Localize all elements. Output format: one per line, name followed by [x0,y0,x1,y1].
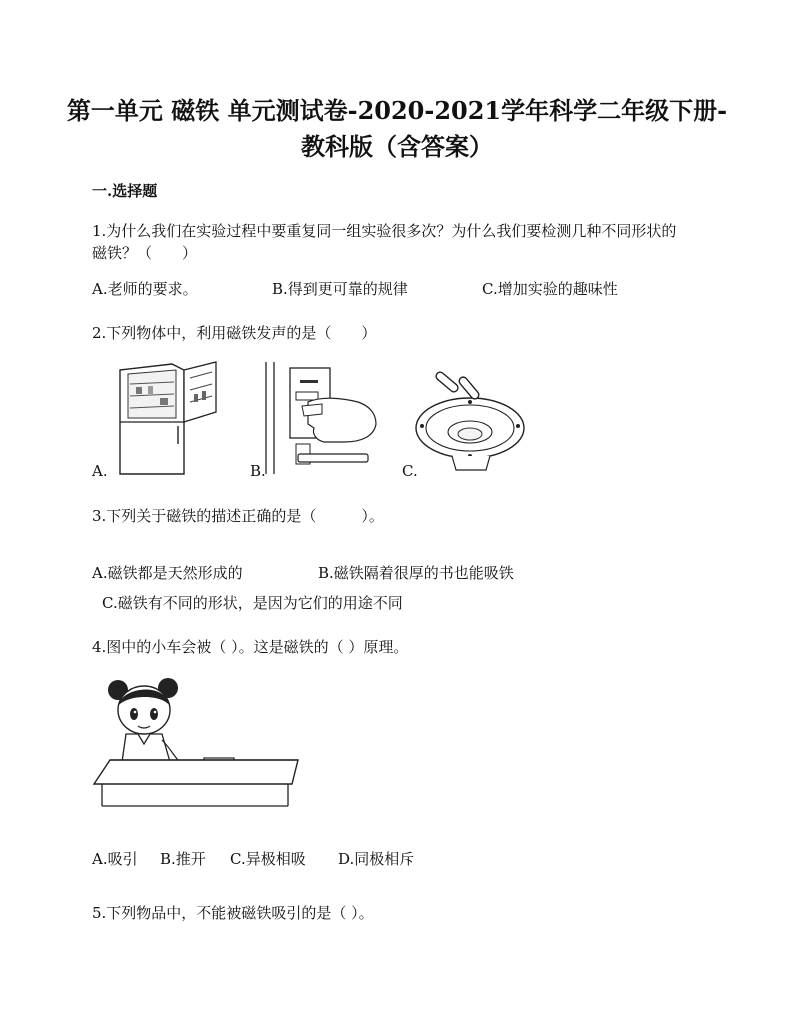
question-5-text: 5.下列物品中，不能被磁铁吸引的是（ ）。 [92,904,374,922]
page-title-line2: 教科版（含答案） [301,132,493,161]
question-4-option-c: C.异极相吸 [230,850,306,868]
question-2-option-c: C. [402,462,418,480]
question-3-option-c: C.磁铁有不同的形状，是因为它们的用途不同 [102,594,403,612]
question-1-option-a: A.老师的要求。 [92,280,198,298]
speaker-image [412,372,528,478]
page-title-line1: 第一单元 磁铁 单元测试卷-2020-2021学年科学二年级下册- [66,96,728,125]
question-2-option-a: A. [92,462,108,480]
question-1-option-b: B.得到更可靠的规律 [272,280,408,298]
question-4-option-b: B.推开 [160,850,206,868]
question-3-option-a: A.磁铁都是天然形成的 [92,564,243,582]
question-1-text: 1.为什么我们在实验过程中要重复同一组实验很多次？为什么我们要检测几种不同形状的 [92,222,677,240]
question-3-text: 3.下列关于磁铁的描述正确的是（ ）。 [92,507,384,525]
question-1-option-c: C.增加实验的趣味性 [482,280,618,298]
refrigerator-image [112,360,232,478]
question-1-text-cont: 磁铁？（ ） [92,244,198,262]
question-3-option-b: B.磁铁隔着很厚的书也能吸铁 [318,564,514,582]
question-2-text: 2.下列物体中，利用磁铁发声的是（ ） [92,324,377,342]
door-card-lock-image [262,362,384,474]
section-heading: 一.选择题 [92,182,158,200]
question-4-text: 4.图中的小车会被（ ）。这是磁铁的（ ）原理。 [92,638,409,656]
question-4-option-d: D.同极相斥 [338,850,415,868]
question-2-option-b: B. [250,462,266,480]
girl-magnet-car-image [92,672,302,808]
question-4-option-a: A.吸引 [92,850,138,868]
